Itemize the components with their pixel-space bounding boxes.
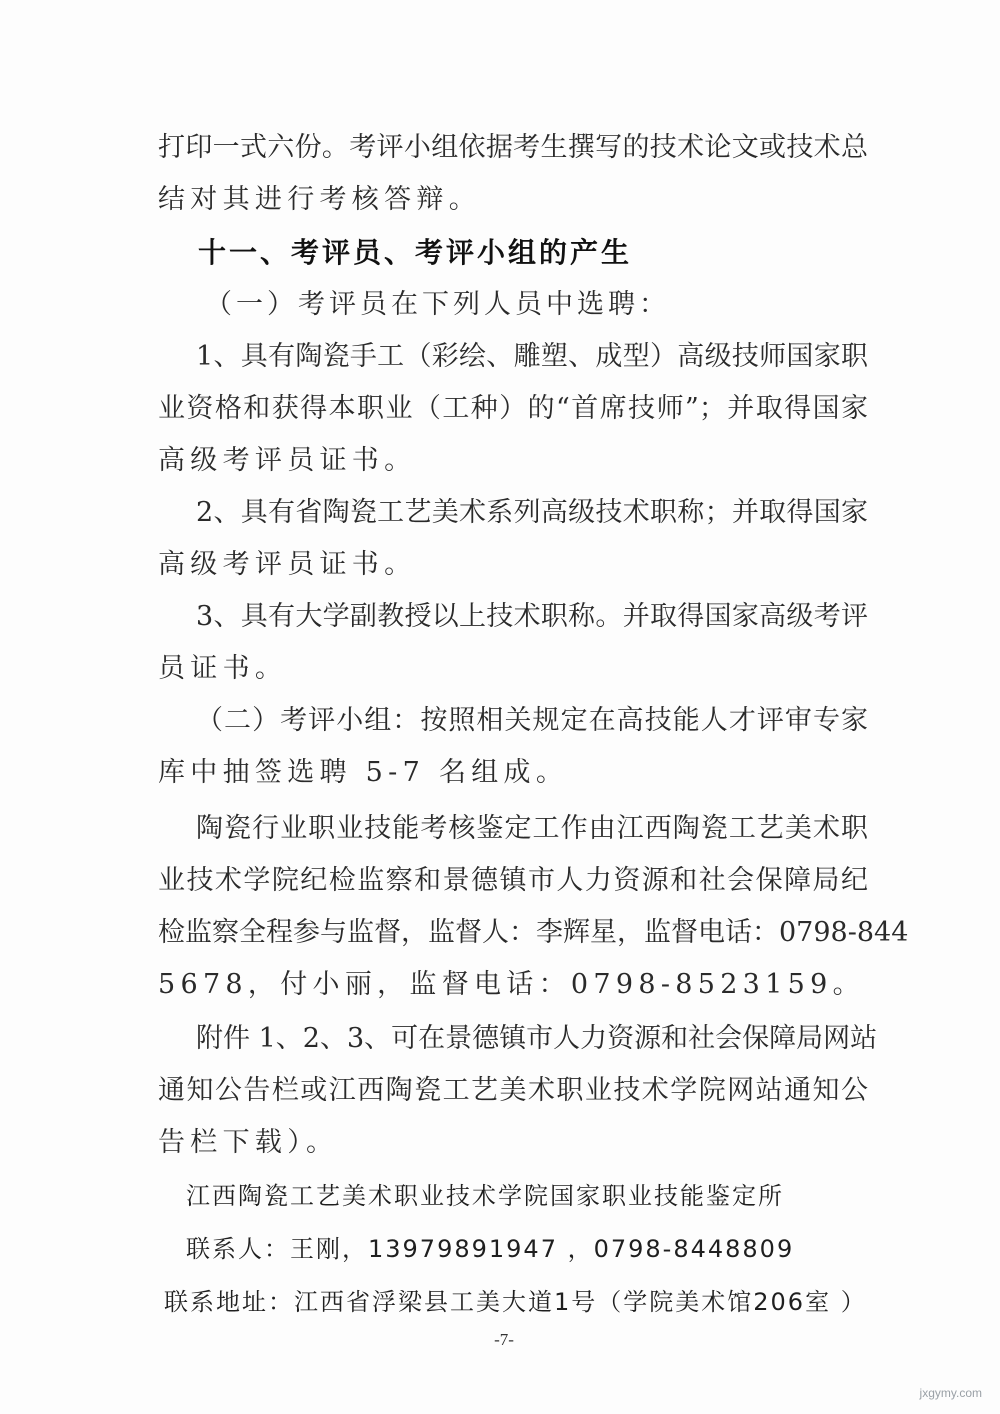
contact-address: 联系地址：江西省浮梁县工美大道1号（学院美术馆206室 ）	[164, 1288, 867, 1316]
paragraph-line-2: 结对其进行考核答辩。	[158, 184, 481, 215]
qualification-item-3-line-1: 3、具有大学副教授以上技术职称。并取得国家高级考评	[196, 601, 868, 632]
site-watermark: jxgymy.com	[919, 1386, 982, 1400]
subsection-heading-1: （一）考评员在下列人员中选聘：	[205, 289, 670, 320]
subsection-2-line-1: （二）考评小组：按照相关规定在高技能人才评审专家	[196, 705, 868, 736]
supervision-paragraph-line-2: 业技术学院纪检监察和景德镇市人力资源和社会保障局纪	[158, 865, 868, 896]
qualification-item-2-line-1: 2、具有省陶瓷工艺美术系列高级技术职称；并取得国家	[196, 497, 868, 528]
qualification-item-1-line-3: 高级考评员证书。	[158, 445, 417, 476]
supervision-paragraph-line-3: 检监察全程参与监督，监督人：李辉星，监督电话：0798-844	[158, 917, 909, 948]
qualification-item-1-line-2: 业资格和获得本职业（工种）的“首席技师”；并取得国家	[158, 393, 868, 424]
qualification-item-2-line-2: 高级考评员证书。	[158, 549, 417, 580]
contact-person: 联系人：王刚，13979891947 ，0798-8448809	[186, 1235, 795, 1263]
section-heading: 十一、考评员、考评小组的产生	[198, 236, 633, 269]
attachment-paragraph-line-3: 告栏下载）。	[158, 1127, 339, 1158]
attachment-paragraph-line-1: 附件 1、2、3、可在景德镇市人力资源和社会保障局网站	[196, 1023, 878, 1054]
subsection-2-line-2: 库中抽签选聘 5-7 名组成。	[158, 757, 569, 788]
page-number: -7-	[494, 1330, 514, 1349]
paragraph-line-1: 打印一式六份。考评小组依据考生撰写的技术论文或技术总	[158, 132, 868, 163]
supervision-paragraph-line-1: 陶瓷行业职业技能考核鉴定工作由江西陶瓷工艺美术职	[196, 813, 868, 844]
supervision-paragraph-line-4: 5678，付小丽，监督电话：0798-8523159。	[158, 969, 865, 1000]
contact-institution: 江西陶瓷工艺美术职业技术学院国家职业技能鉴定所	[186, 1182, 784, 1210]
qualification-item-3-line-2: 员证书。	[158, 653, 288, 684]
attachment-paragraph-line-2: 通知公告栏或江西陶瓷工艺美术职业技术学院网站通知公	[158, 1075, 868, 1106]
qualification-item-1-line-1: 1、具有陶瓷手工（彩绘、雕塑、成型）高级技师国家职	[196, 341, 868, 372]
